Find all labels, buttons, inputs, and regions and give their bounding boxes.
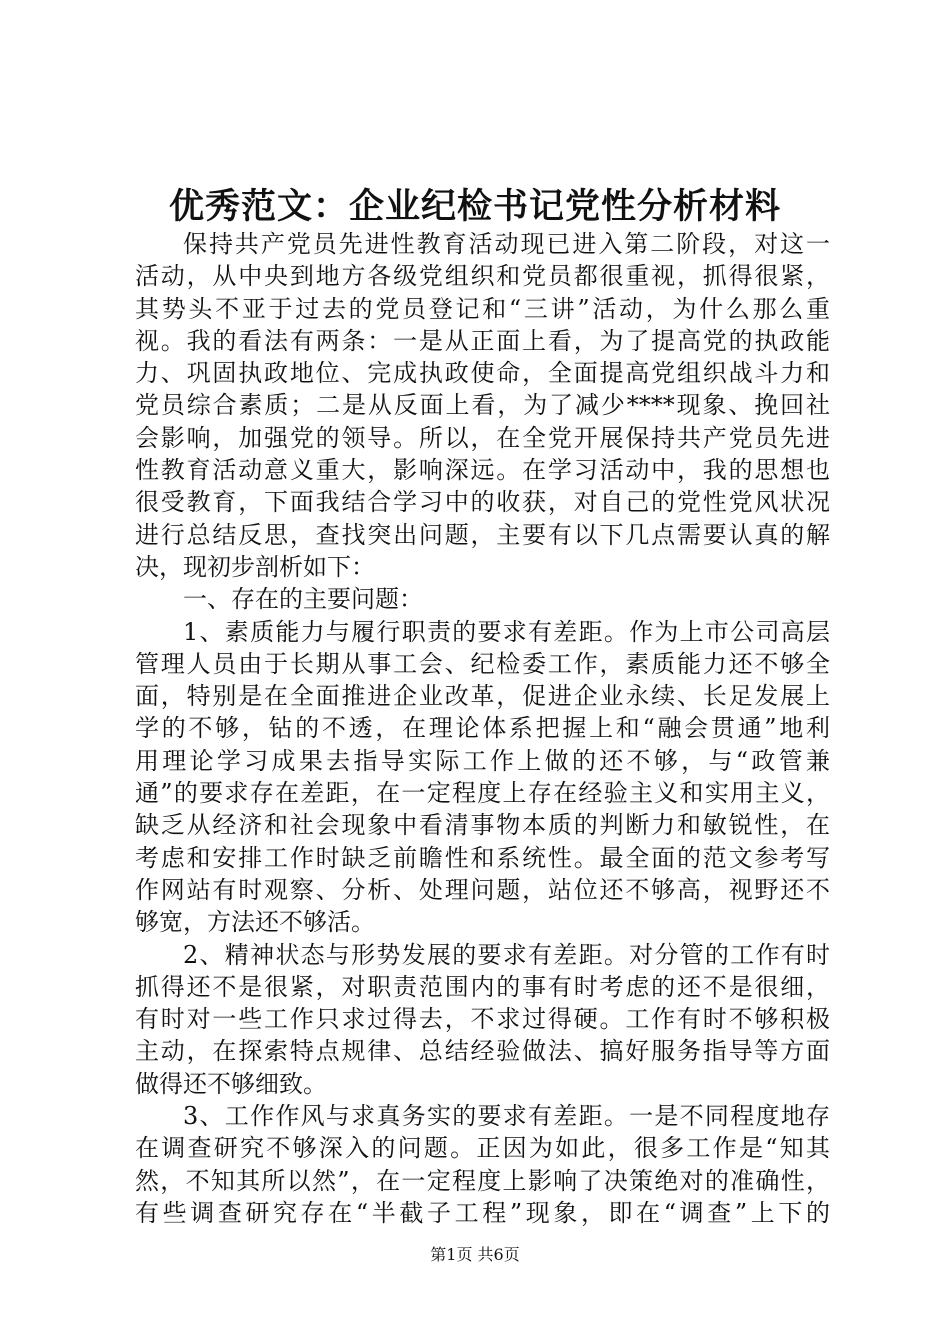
text-line: 有时对一些工作只求过得去，不求过得硬。工作有时不够积极 (135, 1005, 830, 1034)
text-line: 1、素质能力与履行职责的要求有差距。作为上市公司高层 (183, 617, 830, 646)
text-line: 性教育活动意义重大，影响深远。在学习活动中，我的思想也 (135, 456, 830, 485)
text-line: 3、工作作风与求真务实的要求有差距。一是不同程度地存 (183, 1102, 830, 1131)
text-line: 然，不知其所以然”，在一定程度上影响了决策绝对的准确性， (135, 1166, 830, 1195)
text-line: 有些调查研究存在“半截子工程”现象，即在“调查”上下的 (135, 1198, 830, 1227)
text-line: 力、巩固执政地位、完成执政使命，全面提高党组织战斗力和 (135, 359, 830, 388)
text-line: 主动，在探索特点规律、总结经验做法、搞好服务指导等方面 (135, 1037, 830, 1066)
text-line: 活动，从中央到地方各级党组织和党员都很重视，抓得很紧， (135, 262, 830, 291)
document-title: 优秀范文：企业纪检书记党性分析材料 (168, 186, 781, 227)
text-line: 学的不够，钻的不透，在理论体系把握上和“融会贯通”地利 (135, 714, 830, 743)
text-line: 其势头不亚于过去的党员登记和“三讲”活动，为什么那么重 (135, 294, 830, 323)
text-line: 面，特别是在全面推进企业改革，促进企业永续、长足发展上 (135, 682, 830, 711)
text-line: 缺乏从经济和社会现象中看清事物本质的判断力和敏锐性，在 (135, 811, 830, 840)
text-line: 抓得还不是很紧，对职责范围内的事有时考虑的还不是很细， (135, 972, 830, 1001)
text-line: 会影响，加强党的领导。所以，在全党开展保持共产党员先进 (135, 423, 830, 452)
text-line: 作网站有时观察、分析、处理问题，站位还不够高，视野还不 (135, 875, 830, 904)
text-line: 视。我的看法有两条：一是从正面上看，为了提高党的执政能 (135, 326, 830, 355)
text-line: 够宽，方法还不够活。 (135, 908, 375, 937)
text-line: 做得还不够细致。 (135, 1069, 327, 1098)
text-line: 在调查研究不够深入的问题。正因为如此，很多工作是“知其 (135, 1134, 830, 1163)
page-footer: 第1页 共6页 (430, 1245, 520, 1264)
text-line: 用理论学习成果去指导实际工作上做的还不够，与“政管兼 (135, 746, 830, 775)
text-line: 2、精神状态与形势发展的要求有差距。对分管的工作有时 (183, 940, 830, 969)
text-line: 很受教育，下面我结合学习中的收获，对自己的党性党风状况 (135, 488, 830, 517)
text-line: 考虑和安排工作时缺乏前瞻性和系统性。最全面的范文参考写 (135, 843, 830, 872)
text-line: 通”的要求存在差距，在一定程度上存在经验主义和实用主义， (135, 779, 830, 808)
text-line: 党员综合素质；二是从反面上看，为了减少****现象、挽回社 (135, 391, 830, 420)
document-body (135, 228, 830, 1229)
text-line: 进行总结反思，查找突出问题，主要有以下几点需要认真的解 (135, 520, 830, 549)
text-line: 保持共产党员先进性教育活动现已进入第二阶段，对这一 (183, 230, 830, 258)
text-line: 一、存在的主要问题： (183, 585, 423, 614)
text-line: 决，现初步剖析如下： (135, 552, 375, 581)
text-line: 管理人员由于长期从事工会、纪检委工作，素质能力还不够全 (135, 649, 830, 678)
